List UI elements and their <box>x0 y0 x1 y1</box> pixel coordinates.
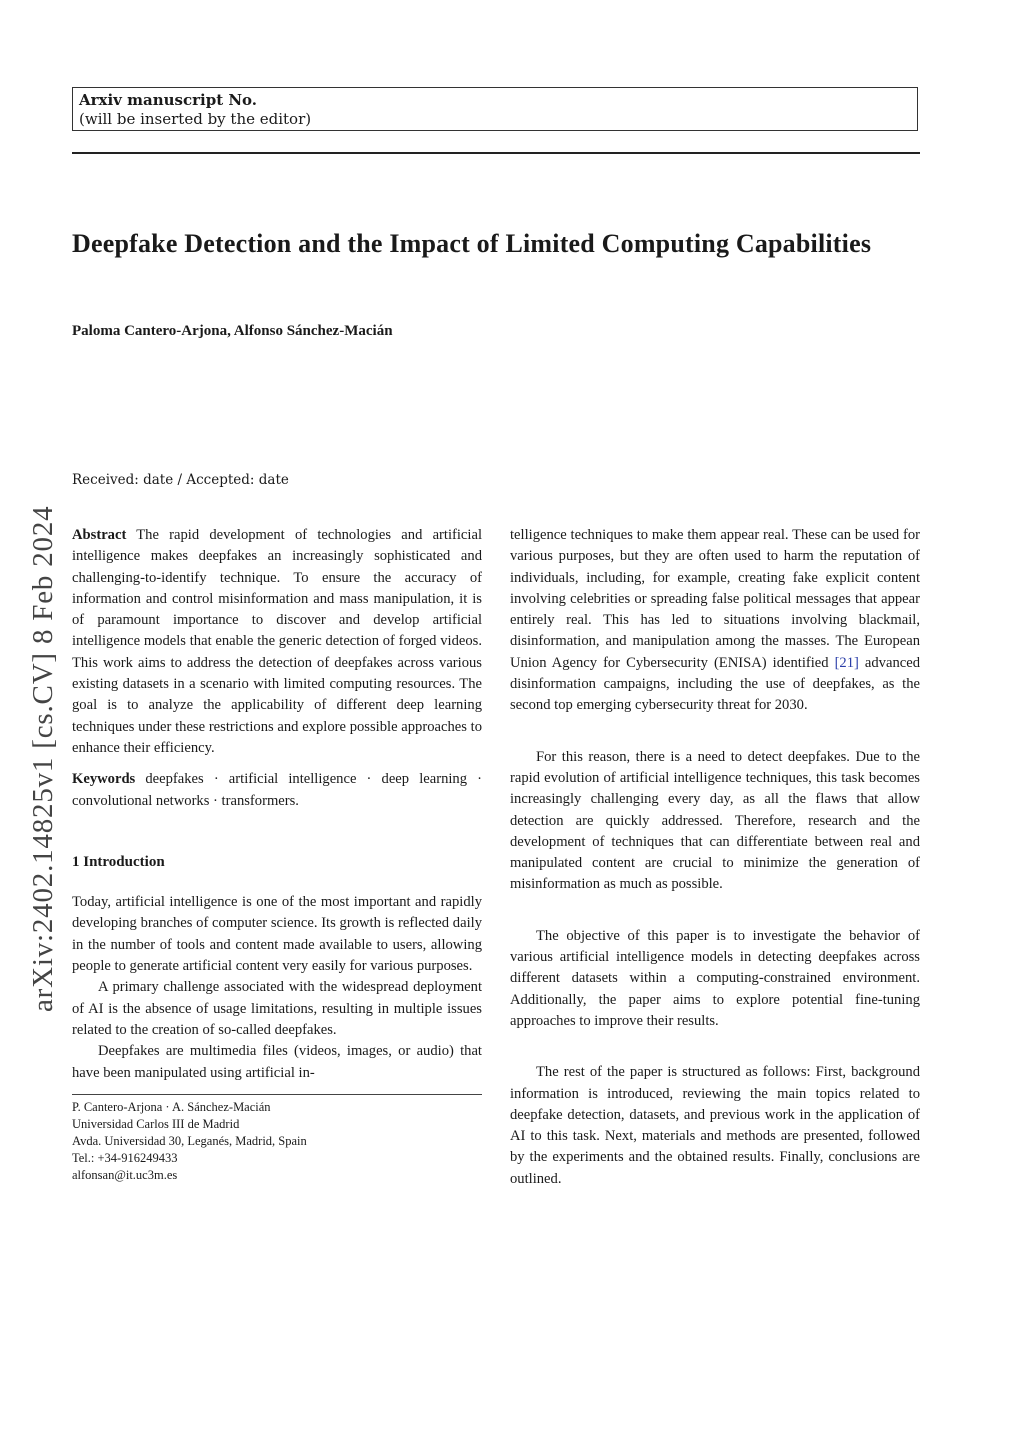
citation-link[interactable]: [21] <box>834 654 859 671</box>
right-column <box>510 525 920 1190</box>
received-dates: Received: date / Accepted: date <box>72 472 289 488</box>
intro-paragraph-6: The rest of the paper is structured as follows: First, background information is introduced, reviewing the main topics related to deepfake detection, datasets, and previous work in the application of AI to this task. Next, materials and methods are presented, followed by the experiments and the obtained results. Finally, conclusions are outlined. <box>510 1064 920 1187</box>
arxiv-identifier: arXiv:2402.14825v1 [cs.CV] 8 Feb 2024 <box>27 505 59 1012</box>
footnote-rule <box>72 1094 482 1095</box>
intro-paragraph-3: Deepfakes are multimedia files (videos, images, or audio) that have been manipulated using artificial in- <box>72 1043 482 1081</box>
intro-paragraph-3-continued <box>510 525 920 717</box>
section-heading-introduction: 1 Introduction <box>72 853 165 870</box>
left-column <box>72 525 482 1184</box>
paragraph-text: advanced disinformation campaigns, including the use of deepfakes, as the second top emerging cybersecurity threat for 2030. <box>510 654 920 714</box>
footnote-email: alfonsan@it.uc3m.es <box>72 1167 178 1182</box>
intro-paragraph-2: A primary challenge associated with the widespread deployment of AI is the absence of usage limitations, resulting in multiple issues related to the creation of so-called deepfakes. <box>72 979 482 1038</box>
intro-paragraph-1: Today, artificial intelligence is one of the most important and rapidly developing branches of computer science. Its growth is reflected daily in the number of tools and content made available to users, allowing people to generate artificial content very easily for various purposes. <box>72 894 482 975</box>
intro-paragraph-4: For this reason, there is a need to detect deepfakes. Due to the rapid evolution of artificial intelligence techniques, this task becomes increasingly challenging every day, as all the flaws that allow detection are quickly addressed. Therefore, research and the development of techniques that can differentiate between real and manipulated content are crucial to minimize the generation of misinformation as much as possible. <box>510 748 920 893</box>
paper-authors: Paloma Cantero-Arjona, Alfonso Sánchez-Macián <box>72 323 393 339</box>
paper-title: Deepfake Detection and the Impact of Limited Computing Capabilities <box>72 229 872 258</box>
manuscript-number: Arxiv manuscript No. <box>79 91 258 109</box>
footnote-address: Avda. Universidad 30, Leganés, Madrid, Spain <box>72 1133 307 1148</box>
abstract-text: The rapid development of technologies and artificial intelligence makes deepfakes an increasingly sophisticated and challenging-to-identify technique. To ensure the accuracy of information and control misinformation and mass manipulation, it is of paramount importance to discover and develop artificial intelligence models that enable the generic detection of forged videos. This work aims to address the detection of deepfakes across various existing datasets in a scenario with limited computing resources. The goal is to analyze the applicability of different deep learning techniques under these restrictions and explore possible approaches to enhance their efficiency. <box>72 527 482 756</box>
editor-note-box <box>72 87 918 131</box>
keywords-text: deepfakes · artificial intelligence · deep learning · convolutional networks · transformers. <box>72 771 482 809</box>
abstract-label: Abstract <box>72 527 127 543</box>
footnote-phone: Tel.: +34-916249433 <box>72 1150 178 1165</box>
header-rule <box>72 152 920 154</box>
paragraph-text: telligence techniques to make them appear real. These can be used for various purposes, but they are often used to harm the reputation of individuals, including, for example, creating fake explicit content involving celebrities or spreading false political messages that appear entirely real. This has led to situations involving blackmail, disinformation, and manipulation among the masses. The European Union Agency for Cybersecurity (ENISA) identified <box>510 527 920 671</box>
keywords-label: Keywords <box>72 771 136 788</box>
editor-note: (will be inserted by the editor) <box>79 110 312 128</box>
intro-paragraph-5: The objective of this paper is to investigate the behavior of various artificial intelligence models in detecting deepfakes across different datasets within a computing-constrained environment. Additionally, the paper aims to explore potential fine-tuning approaches to improve their results. <box>510 927 920 1029</box>
keywords <box>72 769 482 812</box>
footnote-affiliation: Universidad Carlos III de Madrid <box>72 1116 240 1131</box>
author-footnote <box>72 1099 482 1184</box>
abstract <box>72 525 482 759</box>
footnote-authors: P. Cantero-Arjona · A. Sánchez-Macián <box>72 1099 271 1114</box>
